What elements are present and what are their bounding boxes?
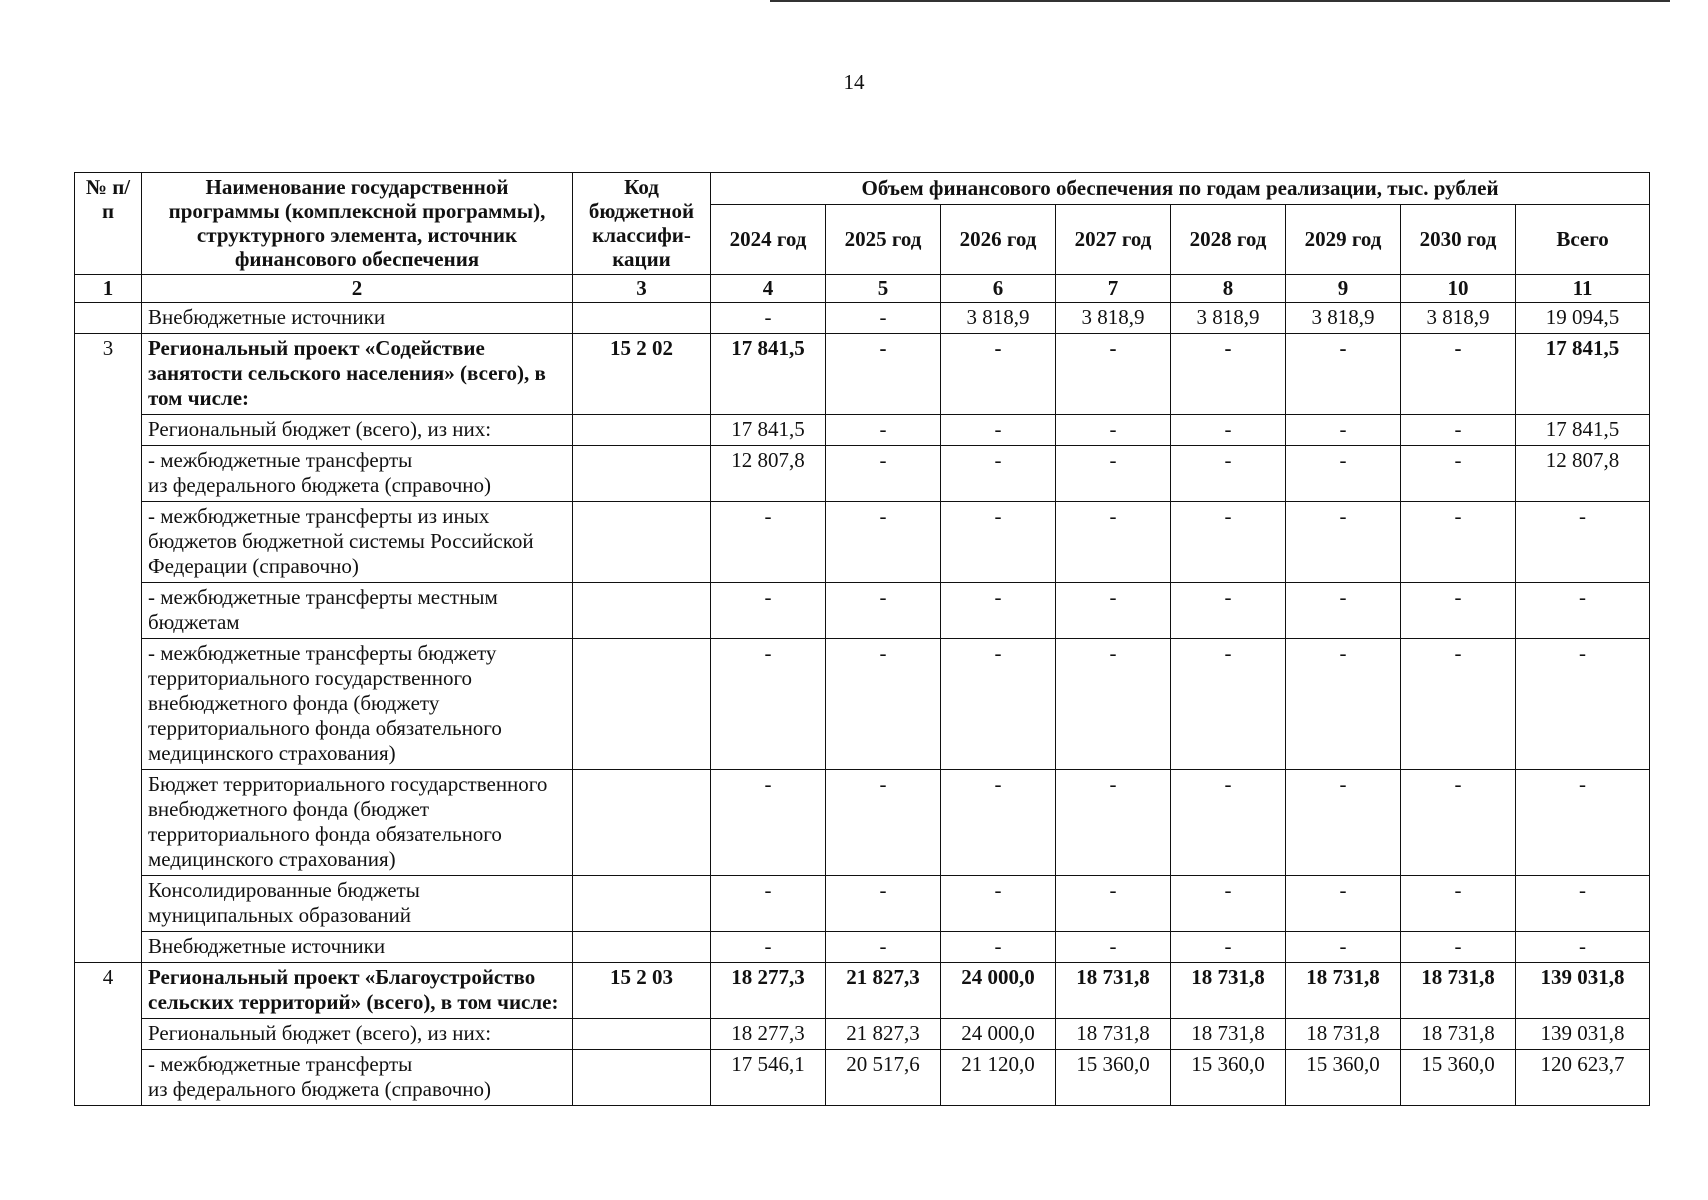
row-name: - межбюджетные трансферты из федерального бюджета (справочно)	[142, 446, 573, 502]
value-year: -	[1056, 502, 1171, 583]
value-year: -	[1056, 639, 1171, 770]
value-year: -	[941, 639, 1056, 770]
value-year: 3 818,9	[941, 303, 1056, 334]
value-year: 24 000,0	[941, 1019, 1056, 1050]
value-year: -	[941, 502, 1056, 583]
value-total: -	[1516, 639, 1650, 770]
header-total: Всего	[1516, 205, 1650, 275]
header-year: 2025 год	[826, 205, 941, 275]
value-year: -	[711, 876, 826, 932]
value-year: 18 731,8	[1401, 1019, 1516, 1050]
row-name: Региональный бюджет (всего), из них:	[142, 415, 573, 446]
value-year: 12 807,8	[711, 446, 826, 502]
header-group: Объем финансового обеспечения по годам реализации, тыс. рублей	[711, 173, 1650, 205]
financing-table	[74, 172, 1650, 1106]
value-year: -	[711, 770, 826, 876]
row-name: Региональный бюджет (всего), из них:	[142, 1019, 573, 1050]
value-year: -	[1171, 639, 1286, 770]
value-year: 17 841,5	[711, 334, 826, 415]
value-year: -	[711, 639, 826, 770]
value-year: 18 277,3	[711, 963, 826, 1019]
value-year: -	[1286, 770, 1401, 876]
header-year: 2024 год	[711, 205, 826, 275]
row-code	[573, 583, 711, 639]
column-number: 5	[826, 275, 941, 303]
row-code: 15 2 02	[573, 334, 711, 415]
value-total: 139 031,8	[1516, 963, 1650, 1019]
column-number: 11	[1516, 275, 1650, 303]
row-name: - межбюджетные трансферты местным бюджетам	[142, 583, 573, 639]
top-rule	[770, 0, 1670, 2]
header-year: 2027 год	[1056, 205, 1171, 275]
value-year: -	[1056, 770, 1171, 876]
value-year: -	[1286, 502, 1401, 583]
value-year: -	[711, 932, 826, 963]
value-total: 19 094,5	[1516, 303, 1650, 334]
column-number: 2	[142, 275, 573, 303]
page-number: 14	[843, 70, 865, 94]
value-year: -	[1286, 583, 1401, 639]
row-code	[573, 932, 711, 963]
row-name: - межбюджетные трансферты бюджету территориального государственного внебюджетного фонда (бюджету территориального фонда обязательного медицинского страхования)	[142, 639, 573, 770]
table-row	[75, 639, 1650, 770]
value-total: 17 841,5	[1516, 334, 1650, 415]
value-year: 15 360,0	[1171, 1050, 1286, 1106]
row-code: 15 2 03	[573, 963, 711, 1019]
row-num: 3	[75, 334, 142, 963]
value-total: -	[1516, 502, 1650, 583]
value-year: -	[826, 446, 941, 502]
value-year: -	[1401, 932, 1516, 963]
row-name: - межбюджетные трансферты из федерального бюджета (справочно)	[142, 1050, 573, 1106]
value-year: -	[1171, 583, 1286, 639]
value-year: 17 841,5	[711, 415, 826, 446]
row-code	[573, 876, 711, 932]
value-year: -	[1401, 415, 1516, 446]
value-year: 18 277,3	[711, 1019, 826, 1050]
value-total: -	[1516, 932, 1650, 963]
row-num: 4	[75, 963, 142, 1106]
value-total: -	[1516, 876, 1650, 932]
section-row	[75, 963, 1650, 1019]
value-year: -	[1401, 502, 1516, 583]
table-body	[75, 275, 1650, 1106]
value-year: 18 731,8	[1286, 963, 1401, 1019]
row-code	[573, 1050, 711, 1106]
value-year: -	[1401, 334, 1516, 415]
value-year: -	[826, 303, 941, 334]
value-year: -	[1171, 876, 1286, 932]
row-name: Внебюджетные источники	[142, 303, 573, 334]
section-row	[75, 334, 1650, 415]
value-year: -	[941, 876, 1056, 932]
value-year: -	[941, 415, 1056, 446]
value-year: 3 818,9	[1056, 303, 1171, 334]
header-code: Код бюджетной классифи-кации	[573, 173, 711, 275]
value-year: -	[826, 639, 941, 770]
value-year: 18 731,8	[1056, 1019, 1171, 1050]
column-number: 10	[1401, 275, 1516, 303]
value-year: -	[826, 502, 941, 583]
table-row	[75, 446, 1650, 502]
row-name: Внебюджетные источники	[142, 932, 573, 963]
column-number: 7	[1056, 275, 1171, 303]
row-code	[573, 303, 711, 334]
value-year: -	[1171, 502, 1286, 583]
value-total: 17 841,5	[1516, 415, 1650, 446]
value-total: -	[1516, 770, 1650, 876]
row-code	[573, 770, 711, 876]
value-year: 18 731,8	[1401, 963, 1516, 1019]
table-row	[75, 583, 1650, 639]
value-year: 18 731,8	[1171, 963, 1286, 1019]
value-year: -	[1286, 446, 1401, 502]
column-number: 4	[711, 275, 826, 303]
value-year: 21 827,3	[826, 963, 941, 1019]
row-code	[573, 415, 711, 446]
row-num	[75, 303, 142, 334]
value-year: -	[1171, 334, 1286, 415]
value-year: -	[1056, 446, 1171, 502]
header-num: № п/п	[75, 173, 142, 275]
value-year: -	[826, 932, 941, 963]
value-year: -	[1286, 415, 1401, 446]
table-row	[75, 303, 1650, 334]
table-row	[75, 932, 1650, 963]
value-year: -	[1286, 639, 1401, 770]
value-year: 21 827,3	[826, 1019, 941, 1050]
column-number: 8	[1171, 275, 1286, 303]
value-year: -	[1401, 876, 1516, 932]
value-year: -	[826, 415, 941, 446]
value-year: -	[1056, 932, 1171, 963]
value-year: -	[941, 932, 1056, 963]
row-code	[573, 446, 711, 502]
value-year: 24 000,0	[941, 963, 1056, 1019]
value-year: -	[941, 770, 1056, 876]
value-year: -	[711, 583, 826, 639]
value-year: -	[941, 583, 1056, 639]
header-year: 2026 год	[941, 205, 1056, 275]
value-year: 18 731,8	[1286, 1019, 1401, 1050]
value-year: 3 818,9	[1171, 303, 1286, 334]
value-year: 15 360,0	[1056, 1050, 1171, 1106]
value-year: -	[1401, 639, 1516, 770]
value-year: -	[1401, 770, 1516, 876]
column-number: 6	[941, 275, 1056, 303]
row-name: Региональный проект «Содействие занятости сельского населения» (всего), в том числе:	[142, 334, 573, 415]
value-year: -	[711, 502, 826, 583]
value-year: -	[941, 334, 1056, 415]
value-year: 20 517,6	[826, 1050, 941, 1106]
value-year: -	[1056, 334, 1171, 415]
value-year: -	[1056, 415, 1171, 446]
column-number: 9	[1286, 275, 1401, 303]
table-row	[75, 876, 1650, 932]
value-year: -	[1401, 583, 1516, 639]
value-year: 18 731,8	[1056, 963, 1171, 1019]
column-number: 1	[75, 275, 142, 303]
value-year: -	[1171, 932, 1286, 963]
table-row	[75, 1019, 1650, 1050]
value-year: -	[826, 583, 941, 639]
value-year: 3 818,9	[1401, 303, 1516, 334]
value-year: -	[1056, 583, 1171, 639]
value-year: -	[941, 446, 1056, 502]
value-year: -	[826, 334, 941, 415]
header-year: 2028 год	[1171, 205, 1286, 275]
row-code	[573, 502, 711, 583]
row-name: Бюджет территориального государственного внебюджетного фонда (бюджет территориального фонда обязательного медицинского страхования)	[142, 770, 573, 876]
value-total: 139 031,8	[1516, 1019, 1650, 1050]
table-row	[75, 415, 1650, 446]
value-year: 3 818,9	[1286, 303, 1401, 334]
header-year: 2029 год	[1286, 205, 1401, 275]
value-year: -	[1286, 876, 1401, 932]
value-total: 12 807,8	[1516, 446, 1650, 502]
row-code	[573, 1019, 711, 1050]
value-year: -	[1286, 334, 1401, 415]
value-year: -	[1171, 446, 1286, 502]
table-row	[75, 502, 1650, 583]
value-year: -	[1401, 446, 1516, 502]
row-name: Региональный проект «Благоустройство сельских территорий» (всего), в том числе:	[142, 963, 573, 1019]
value-year: 17 546,1	[711, 1050, 826, 1106]
value-year: 15 360,0	[1401, 1050, 1516, 1106]
value-year: -	[1171, 415, 1286, 446]
value-total: 120 623,7	[1516, 1050, 1650, 1106]
value-year: -	[711, 303, 826, 334]
column-number: 3	[573, 275, 711, 303]
row-name: - межбюджетные трансферты из иных бюджетов бюджетной системы Российской Федерации (справочно)	[142, 502, 573, 583]
table-row	[75, 1050, 1650, 1106]
value-year: -	[1056, 876, 1171, 932]
row-code	[573, 639, 711, 770]
value-year: -	[826, 770, 941, 876]
row-name: Консолидированные бюджеты муниципальных образований	[142, 876, 573, 932]
table-row	[75, 770, 1650, 876]
value-year: -	[1171, 770, 1286, 876]
value-year: 21 120,0	[941, 1050, 1056, 1106]
value-total: -	[1516, 583, 1650, 639]
column-number-row	[75, 275, 1650, 303]
value-year: -	[1286, 932, 1401, 963]
header-year: 2030 год	[1401, 205, 1516, 275]
value-year: -	[826, 876, 941, 932]
value-year: 18 731,8	[1171, 1019, 1286, 1050]
value-year: 15 360,0	[1286, 1050, 1401, 1106]
header-name: Наименование государственной программы (комплексной программы), структурного элемента, источник финансового обеспечения	[142, 173, 573, 275]
